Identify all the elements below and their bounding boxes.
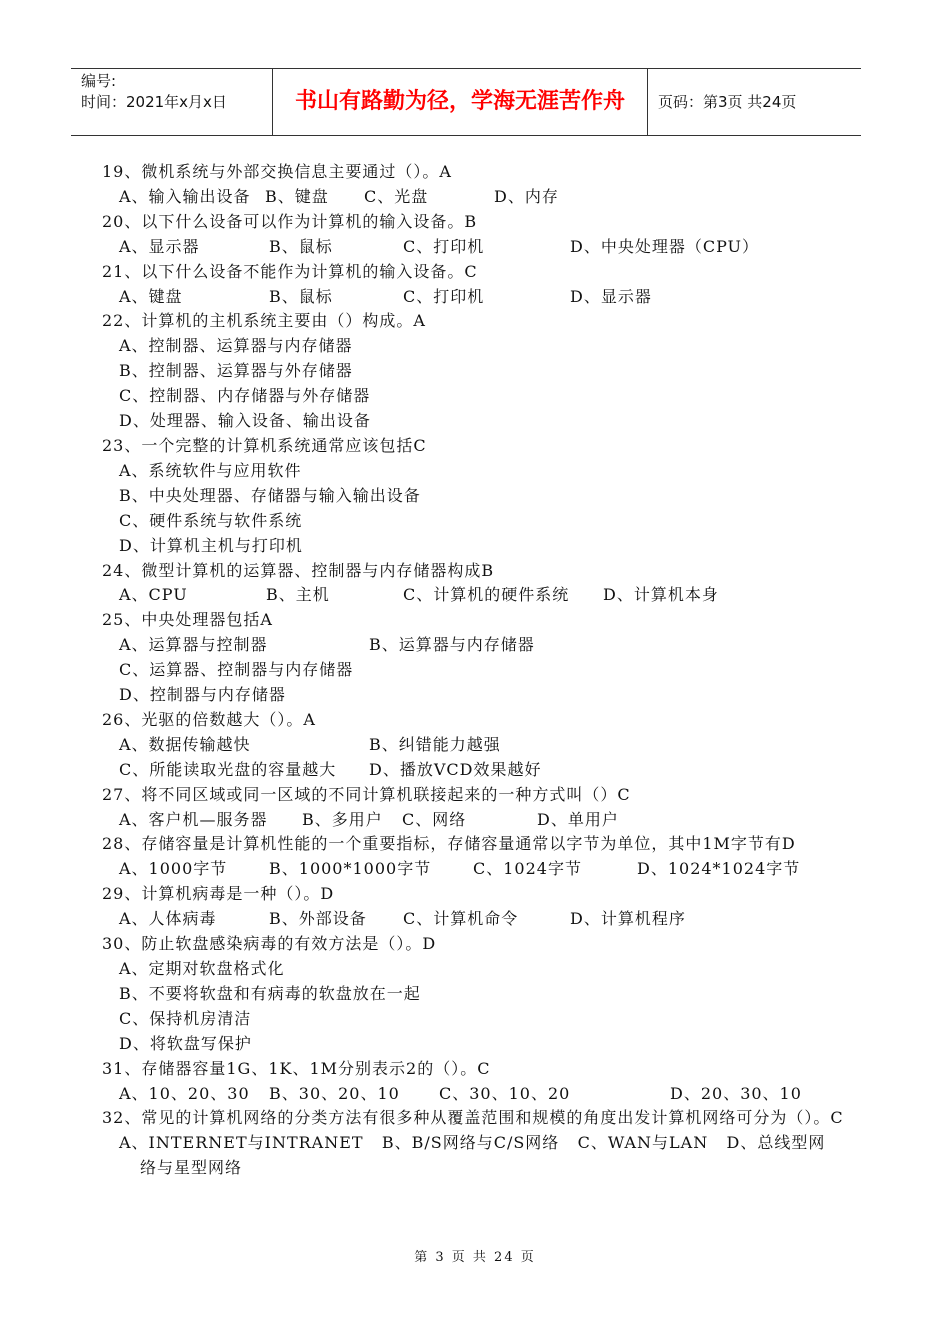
option: D、计算机本身 bbox=[603, 585, 719, 605]
option: D、计算机程序 bbox=[570, 909, 686, 929]
option: B、键盘 bbox=[265, 186, 329, 206]
option: D、中央处理器（CPU） bbox=[570, 236, 760, 256]
option: B、主机 bbox=[266, 585, 330, 605]
option: A、1000字节 bbox=[119, 859, 228, 879]
option: B、鼠标 bbox=[269, 236, 333, 256]
question-32: 32、常见的计算机网络的分类方法有很多种从覆盖范围和规模的角度出发计算机网络可分为（）。C bbox=[102, 1108, 844, 1128]
options-25 bbox=[102, 633, 832, 658]
question-31: 31、存储器容量1G、1K、1M分别表示2的（）。C bbox=[102, 1058, 491, 1078]
option: A、人体病毒 bbox=[119, 909, 217, 929]
header-meta bbox=[71, 69, 273, 135]
option: D、将软盘写保护 bbox=[119, 1033, 252, 1053]
question-19: 19、微机系统与外部交换信息主要通过（）。A bbox=[102, 162, 452, 181]
page-footer: 第 3 页 共 24 页 bbox=[414, 1250, 536, 1265]
option: A、数据传输越快 bbox=[119, 734, 251, 754]
number-label: 编号: bbox=[81, 72, 117, 90]
question-29: 29、计算机病毒是一种（）。D bbox=[102, 884, 335, 904]
option: B、运算器与内存储器 bbox=[369, 635, 535, 655]
page-header bbox=[71, 68, 861, 136]
option: C、30、10、20 bbox=[439, 1083, 571, 1103]
option: B、纠错能力越强 bbox=[369, 734, 501, 754]
option: C、所能读取光盘的容量越大 bbox=[119, 759, 337, 779]
option: D、播放VCD效果越好 bbox=[369, 759, 542, 779]
option: A、输入输出设备 bbox=[119, 186, 251, 206]
header-motto: 书山有路勤为径，学海无涯苦作舟 bbox=[273, 69, 648, 135]
option: C、光盘 bbox=[364, 186, 429, 206]
option: C、打印机 bbox=[403, 236, 485, 256]
option: D、处理器、输入设备、输出设备 bbox=[119, 411, 371, 431]
option: A、定期对软盘格式化 bbox=[119, 959, 285, 978]
option: D、控制器与内存储器 bbox=[119, 685, 286, 705]
options-31 bbox=[102, 1082, 832, 1107]
option: A、控制器、运算器与内存储器 bbox=[119, 336, 353, 356]
question-20: 20、以下什么设备可以作为计算机的输入设备。B bbox=[102, 211, 478, 231]
question-21: 21、以下什么设备不能作为计算机的输入设备。C bbox=[102, 261, 478, 281]
option: C、保持机房清洁 bbox=[119, 1008, 252, 1028]
options-21 bbox=[102, 285, 832, 310]
option: C、计算机的硬件系统 bbox=[403, 585, 570, 605]
question-30: 30、防止软盘感染病毒的有效方法是（）。D bbox=[102, 934, 437, 954]
option: C、硬件系统与软件系统 bbox=[119, 510, 303, 530]
option: A、键盘 bbox=[119, 286, 183, 306]
option: B、不要将软盘和有病毒的软盘放在一起 bbox=[119, 983, 421, 1003]
options-24 bbox=[102, 583, 832, 608]
option: D、单用户 bbox=[537, 809, 619, 829]
option: B、B/S网络与C/S网络 bbox=[381, 1133, 560, 1153]
option: B、控制器、运算器与外存储器 bbox=[119, 361, 353, 381]
option: B、中央处理器、存储器与输入输出设备 bbox=[119, 485, 421, 505]
option: C、控制器、内存储器与外存储器 bbox=[119, 386, 371, 406]
header-page-info: 页码：第3页 共24页 bbox=[658, 93, 797, 111]
option: D、内存 bbox=[494, 186, 559, 206]
option: A、运算器与控制器 bbox=[119, 635, 268, 655]
question-28: 28、存储容量是计算机性能的一个重要指标，存储容量通常以字节为单位，其中1M字节有D bbox=[102, 834, 796, 854]
options-26a bbox=[102, 733, 832, 758]
options-32 bbox=[102, 1131, 840, 1181]
option: D、总线型网络与星型网络 bbox=[140, 1133, 826, 1178]
question-23: 23、一个完整的计算机系统通常应该包括C bbox=[102, 435, 427, 455]
options-20 bbox=[102, 235, 832, 260]
question-27: 27、将不同区域或同一区域的不同计算机联接起来的一种方式叫（）C bbox=[102, 784, 631, 804]
options-27 bbox=[102, 808, 832, 833]
option: A、客户机—服务器 bbox=[119, 809, 268, 829]
option: B、30、20、10 bbox=[269, 1083, 400, 1103]
time-label: 时间：2021年x月x日 bbox=[81, 93, 227, 111]
option: C、网络 bbox=[402, 809, 467, 829]
options-29 bbox=[102, 907, 832, 932]
question-25: 25、中央处理器包括A bbox=[102, 610, 273, 630]
option: C、打印机 bbox=[403, 286, 485, 306]
option: A、10、20、30 bbox=[119, 1083, 250, 1103]
option: C、计算机命令 bbox=[403, 909, 519, 929]
option: D、计算机主机与打印机 bbox=[119, 535, 303, 555]
option: D、20、30、10 bbox=[670, 1083, 802, 1103]
option: D、显示器 bbox=[570, 286, 652, 306]
option: A、INTERNET与INTRANET bbox=[119, 1133, 364, 1153]
option: B、鼠标 bbox=[269, 286, 333, 306]
question-22: 22、计算机的主机系统主要由（）构成。A bbox=[102, 311, 426, 331]
options-28 bbox=[102, 857, 832, 882]
options-26b bbox=[102, 758, 832, 783]
options-19 bbox=[102, 185, 832, 210]
option: A、系统软件与应用软件 bbox=[119, 460, 302, 480]
question-list bbox=[102, 160, 844, 1181]
option: A、显示器 bbox=[119, 236, 200, 256]
option: C、运算器、控制器与内存储器 bbox=[119, 660, 354, 680]
option: C、WAN与LAN bbox=[577, 1133, 709, 1153]
question-26: 26、光驱的倍数越大（）。A bbox=[102, 709, 316, 729]
option: A、CPU bbox=[119, 585, 188, 605]
option: C、1024字节 bbox=[473, 859, 582, 879]
option: B、1000*1000字节 bbox=[269, 859, 432, 879]
option: B、外部设备 bbox=[269, 909, 367, 929]
option: D、1024*1024字节 bbox=[637, 859, 801, 879]
option: B、多用户 bbox=[302, 809, 383, 829]
question-24: 24、微型计算机的运算器、控制器与内存储器构成B bbox=[102, 560, 495, 580]
